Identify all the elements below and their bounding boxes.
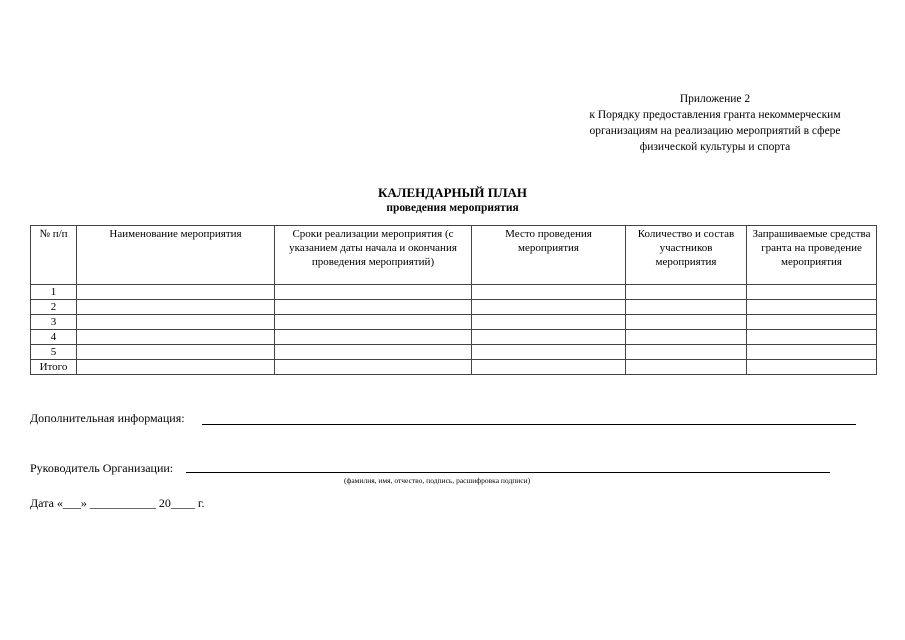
row-number: 3 (31, 315, 77, 330)
cell-location[interactable] (472, 330, 626, 345)
cell-event-name[interactable] (77, 345, 275, 360)
row-number: 4 (31, 330, 77, 345)
cell-dates[interactable] (275, 345, 472, 360)
cell-dates[interactable] (275, 300, 472, 315)
cell-location[interactable] (472, 315, 626, 330)
cell-event-name[interactable] (77, 300, 275, 315)
calendar-plan-table (30, 225, 877, 375)
header-number: № п/п (31, 226, 77, 285)
row-number: 1 (31, 285, 77, 300)
cell-grant-funds[interactable] (747, 345, 877, 360)
cell-participants[interactable] (626, 315, 747, 330)
cell-grant-funds[interactable] (747, 315, 877, 330)
signature-hint: (фамилия, имя, отчество, подпись, расшифровка подписи) (344, 476, 531, 485)
appendix-line-3: организациям на реализацию мероприятий в сфере (589, 125, 841, 137)
cell-grant-funds[interactable] (747, 300, 877, 315)
appendix-note (560, 91, 870, 155)
additional-info-field[interactable] (202, 424, 856, 425)
cell-event-name[interactable] (77, 360, 275, 375)
appendix-line-2: к Порядку предоставления гранта некоммерческим (589, 109, 841, 121)
document-title (0, 185, 905, 216)
cell-dates[interactable] (275, 330, 472, 345)
header-event-name: Наименование мероприятия (77, 226, 275, 285)
table-row (31, 330, 877, 345)
title-main: КАЛЕНДАРНЫЙ ПЛАН (377, 185, 528, 200)
row-number: 2 (31, 300, 77, 315)
row-number: 5 (31, 345, 77, 360)
cell-grant-funds[interactable] (747, 285, 877, 300)
total-label: Итого (31, 360, 77, 375)
cell-event-name[interactable] (77, 315, 275, 330)
cell-location[interactable] (472, 285, 626, 300)
cell-grant-funds[interactable] (747, 360, 877, 375)
cell-participants[interactable] (626, 360, 747, 375)
cell-location[interactable] (472, 360, 626, 375)
header-grant-funds: Запрашиваемые средства гранта на проведение мероприятия (747, 226, 877, 285)
cell-event-name[interactable] (77, 285, 275, 300)
header-participants: Количество и состав участников мероприятия (626, 226, 747, 285)
table-row (31, 300, 877, 315)
cell-dates[interactable] (275, 315, 472, 330)
table-row (31, 345, 877, 360)
head-of-organization-label: Руководитель Организации: (30, 461, 174, 475)
date-line[interactable]: Дата «___» ___________ 20____ г. (30, 496, 205, 510)
total-row (31, 360, 877, 375)
title-sub: проведения мероприятия (386, 202, 519, 214)
appendix-line-4: физической культуры и спорта (639, 141, 791, 153)
cell-participants[interactable] (626, 300, 747, 315)
cell-participants[interactable] (626, 330, 747, 345)
table-row (31, 315, 877, 330)
cell-location[interactable] (472, 345, 626, 360)
table-row (31, 285, 877, 300)
cell-participants[interactable] (626, 345, 747, 360)
table-header-row (31, 226, 877, 285)
cell-participants[interactable] (626, 285, 747, 300)
additional-info-label: Дополнительная информация: (30, 411, 185, 425)
header-location: Место проведения мероприятия (472, 226, 626, 285)
cell-location[interactable] (472, 300, 626, 315)
appendix-line-1: Приложение 2 (679, 93, 751, 105)
cell-dates[interactable] (275, 285, 472, 300)
header-dates: Сроки реализации мероприятия (с указанием даты начала и окончания проведения мероприятий) (275, 226, 472, 285)
cell-dates[interactable] (275, 360, 472, 375)
cell-event-name[interactable] (77, 330, 275, 345)
cell-grant-funds[interactable] (747, 330, 877, 345)
head-of-organization-field[interactable] (186, 472, 830, 473)
